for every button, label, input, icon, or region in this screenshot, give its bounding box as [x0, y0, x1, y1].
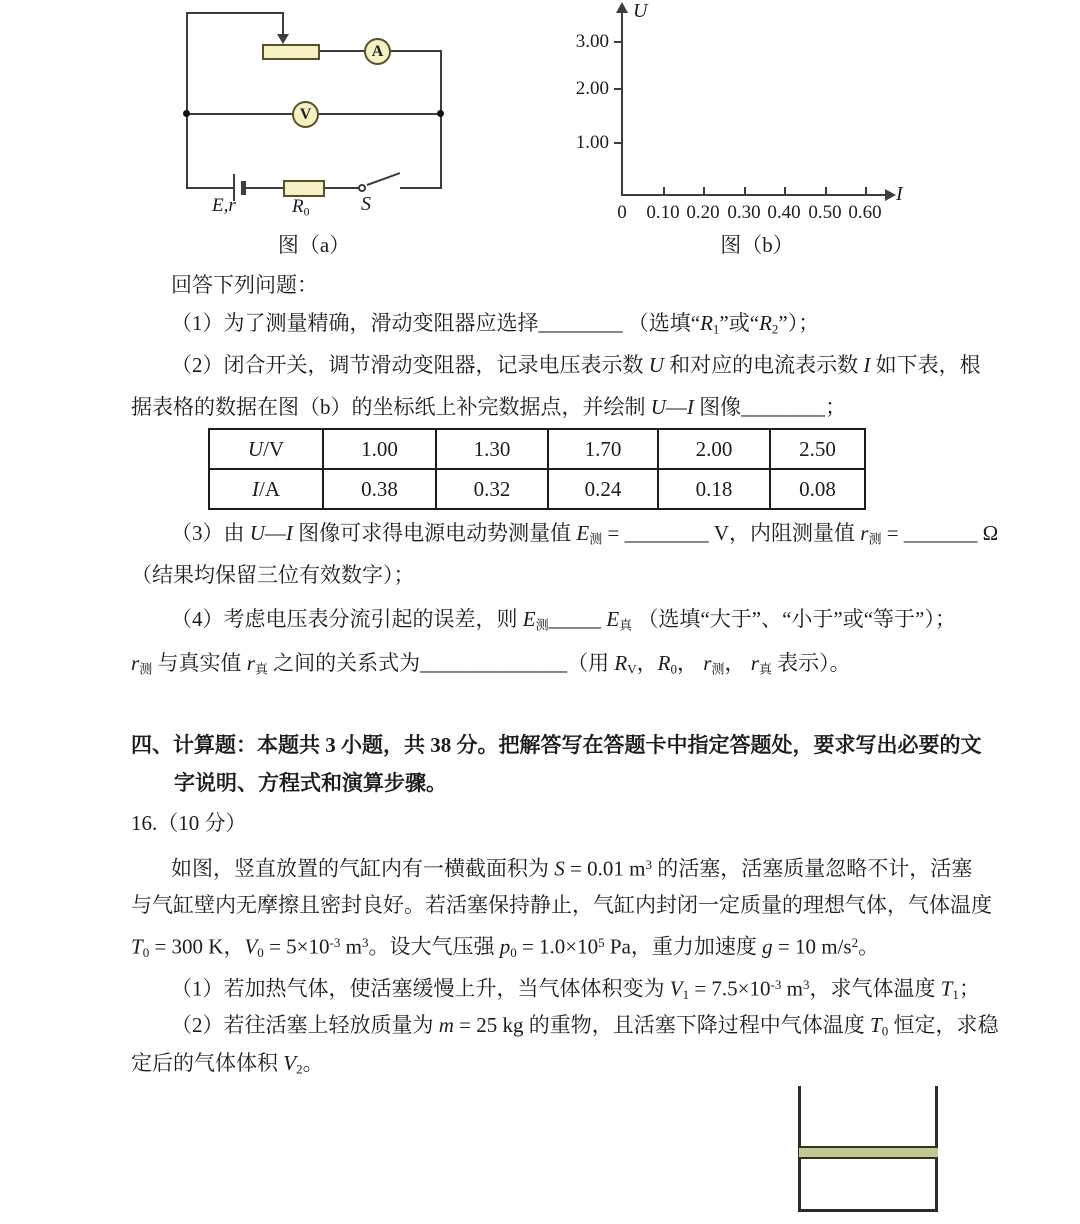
question-3-line-1: （3）由 U—I 图像可求得电源电动势测量值 E测 = ________ V，内阻测量值 r测 = _______ Ω	[171, 521, 999, 547]
x-tick-mark	[865, 187, 867, 195]
table-cell: 0.32	[436, 469, 548, 509]
question-2-line-2: 据表格的数据在图（b）的坐标纸上补完数据点，并绘制 U—I 图像________；	[131, 395, 847, 419]
question-16-para-line-3: T0 = 300 K，$V0 = 5\times 10^{-3}$ $m^3$。设大气压强 $p0 = 1.0\times 10^5$ Pa，重力加速度 g = 10 $m/s^2$。	[131, 934, 880, 961]
question-3-line-2: （结果均保留三位有效数字）；	[131, 563, 415, 587]
table-cell: 1.00	[323, 429, 436, 469]
table-cell: 2.50	[770, 429, 865, 469]
y-axis-arrow-icon	[616, 2, 628, 13]
cylinder-bottom-wall	[798, 1209, 938, 1212]
section-4-heading-line-2: 字说明、方程式和演算步骤。	[174, 771, 447, 795]
graph-figure	[555, 0, 935, 262]
questions-intro: 回答下列问题：	[171, 273, 318, 297]
question-4-line-2: r测 与真实值 r真 之间的关系式为______________（用 RV，R0， r测， r真 表示）。	[131, 651, 851, 677]
y-axis	[621, 11, 623, 196]
switch-label: S	[361, 193, 371, 215]
table-cell: 1.30	[436, 429, 548, 469]
table-cell: 0.24	[548, 469, 658, 509]
data-table	[208, 428, 866, 510]
question-16-para-line-2: 与气缸壁内无摩擦且密封良好。若活塞保持静止，气缸内封闭一定质量的理想气体，气体温度	[131, 893, 992, 917]
u-i-table	[208, 428, 866, 510]
y-tick-mark	[614, 41, 623, 43]
piston	[799, 1146, 938, 1159]
table-header-i: I/A	[209, 469, 323, 509]
circuit-diagram	[150, 0, 480, 262]
switch-pivot	[358, 184, 366, 192]
question-2-line-1: （2）闭合开关，调节滑动变阻器，记录电压表示数 U 和对应的电流表示数 I 如下表，根	[171, 353, 981, 377]
junction-node	[183, 110, 190, 117]
rheostat-slider-arrow-icon	[277, 34, 289, 44]
question-16-sub-2-line-1: （2）若往活塞上轻放质量为 m = 25 kg 的重物，且活塞下降过程中气体温度 T0 恒定，求稳	[171, 1013, 999, 1039]
table-cell: 1.70	[548, 429, 658, 469]
voltmeter	[292, 101, 319, 128]
ammeter	[364, 38, 391, 65]
section-4-heading-line-1: 四、计算题：本题共 3 小题，共 38 分。把解答写在答题卡中指定答题处，要求写出必要的文	[131, 733, 982, 757]
battery-label: E,r	[212, 195, 236, 216]
question-1: （1）为了测量精确，滑动变阻器应选择________ （选填“R1”或“R2”）；	[171, 311, 820, 337]
table-cell: 0.08	[770, 469, 865, 509]
question-16-sub-2-line-2: 定后的气体体积 V2。	[131, 1051, 324, 1077]
figure-a-caption: 图（a）	[277, 233, 351, 257]
y-tick-label: 1.00	[575, 132, 609, 153]
switch-lever	[367, 172, 401, 186]
y-tick-label: 3.00	[575, 31, 609, 52]
table-cell: 2.00	[658, 429, 770, 469]
rheostat	[262, 44, 320, 60]
table-row-i	[209, 469, 865, 509]
fixed-resistor	[283, 180, 325, 197]
x-axis-label: I	[896, 183, 903, 205]
x-tick-mark	[703, 187, 705, 195]
cylinder-figure	[790, 1085, 955, 1224]
figure-b-caption: 图（b）	[720, 233, 794, 257]
table-cell: 0.38	[323, 469, 436, 509]
battery-short-plate	[241, 181, 246, 195]
x-tick-mark	[825, 187, 827, 195]
wire-segment	[186, 12, 284, 14]
table-header-u: U/V	[209, 429, 323, 469]
y-tick-mark	[614, 88, 623, 90]
x-tick-label: 0	[617, 202, 627, 223]
wire-segment	[440, 50, 442, 189]
x-tick-label: 0.30	[727, 202, 761, 223]
x-tick-label: 0.20	[686, 202, 720, 223]
ammeter-label: A	[371, 42, 384, 60]
y-tick-label: 2.00	[575, 78, 609, 99]
wire-segment	[282, 12, 284, 35]
y-tick-mark	[614, 142, 623, 144]
question-16-para-line-1: 如图，竖直放置的气缸内有一横截面积为 S = 0.01 $m^3$ 的活塞，活塞质量忽略不计，活塞	[171, 856, 973, 881]
voltmeter-label: V	[299, 105, 312, 123]
x-tick-label: 0.50	[808, 202, 842, 223]
wire-segment	[186, 12, 188, 189]
x-tick-label: 0.10	[646, 202, 680, 223]
table-row-u	[209, 429, 865, 469]
wire-segment	[186, 187, 233, 189]
question-16-number: 16.（10 分）	[131, 811, 247, 835]
x-axis	[621, 194, 886, 196]
x-tick-label: 0.40	[767, 202, 801, 223]
resistor-label: R0	[292, 196, 310, 219]
x-tick-label: 0.60	[848, 202, 882, 223]
x-tick-mark	[663, 187, 665, 195]
question-16-sub-1: （1）若加热气体，使活塞缓慢上升，当气体体积变为 $V1 = 7.5\times 10^{-3}$ $m^3$，求气体温度 T1；	[171, 976, 980, 1003]
wire-segment	[400, 187, 442, 189]
table-cell: 0.18	[658, 469, 770, 509]
x-tick-mark	[784, 187, 786, 195]
y-axis-label: U	[633, 0, 648, 22]
x-tick-mark	[744, 187, 746, 195]
x-axis-arrow-icon	[885, 189, 896, 201]
question-4-line-1: （4）考虑电压表分流引起的误差，则 E测_____ E真 （选填“大于”、“小于”或“等于”）；	[171, 607, 956, 633]
junction-node	[437, 110, 444, 117]
